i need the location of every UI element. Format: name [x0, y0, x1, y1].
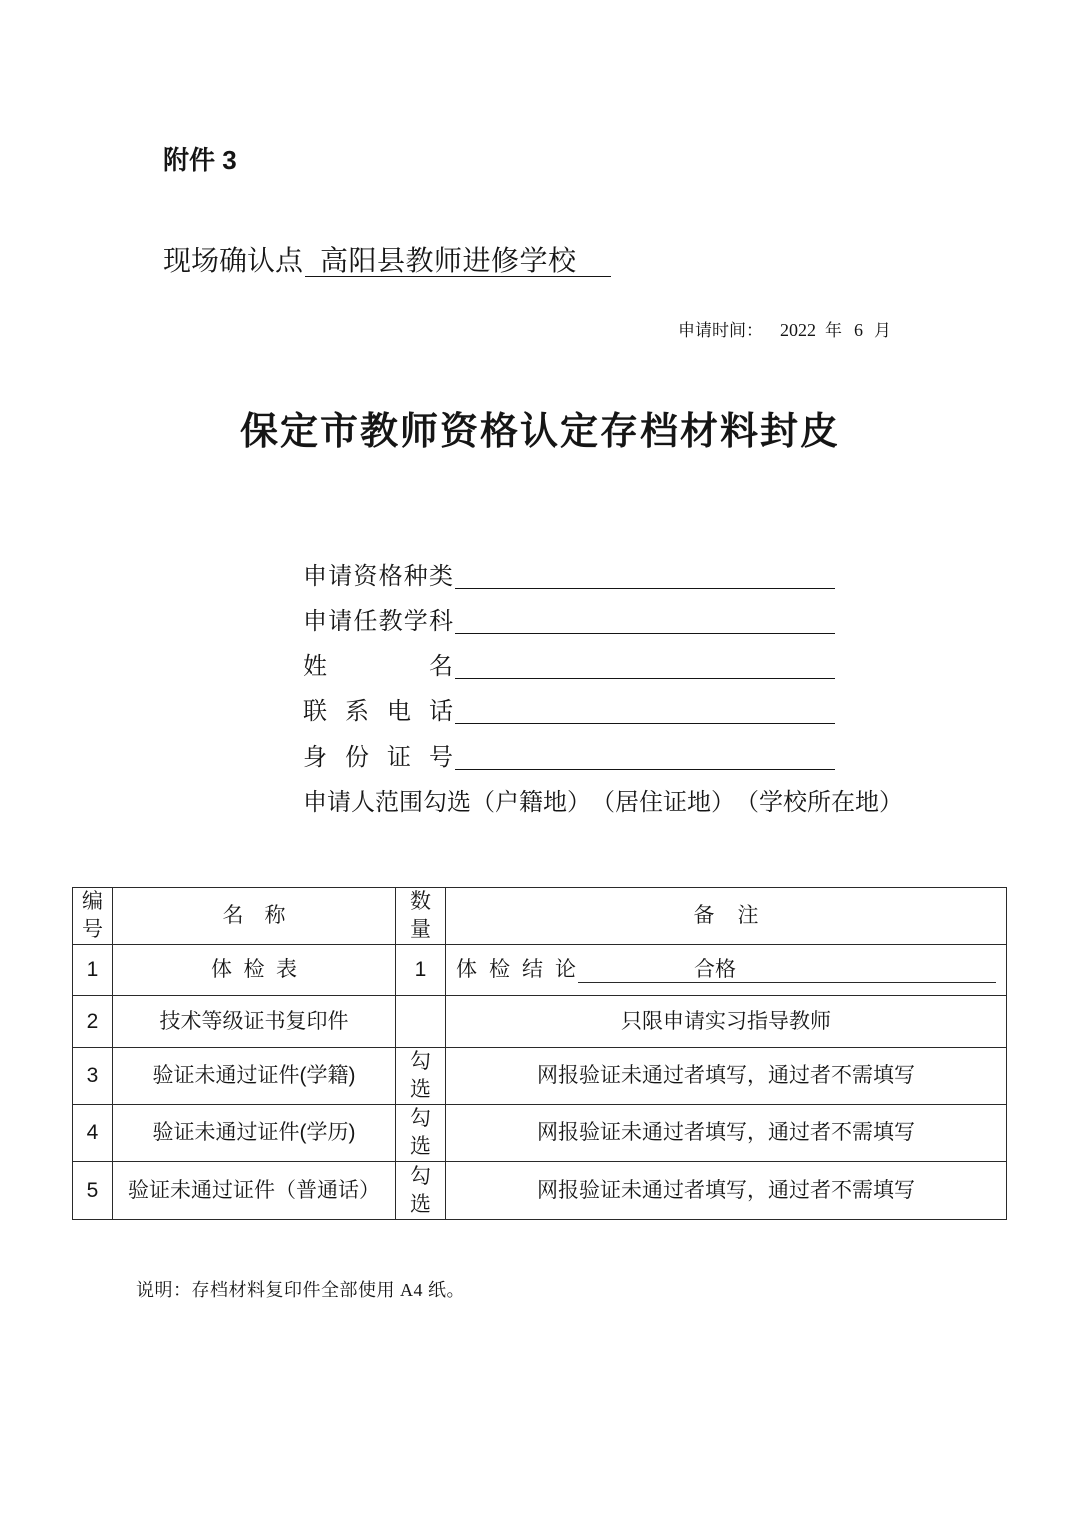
applicant-scope — [303, 780, 903, 825]
table-row — [73, 945, 1007, 996]
row-number: 5 — [86, 1178, 99, 1202]
header-name-cell — [113, 888, 396, 945]
row-qty: 勾选 — [410, 1164, 431, 1216]
row-name: 技术等级证书复印件 — [159, 1009, 349, 1033]
application-date-label: 申请时间： — [678, 321, 763, 340]
row-qty: 勾选 — [410, 1050, 431, 1101]
field-label: 申请资格种类 — [303, 563, 453, 590]
id-number-blank[interactable] — [455, 735, 835, 770]
name-blank[interactable] — [455, 644, 835, 679]
scope-option-household[interactable]: （户籍地） — [471, 789, 591, 816]
row-qty: 1 — [414, 958, 427, 981]
application-year: 2022 — [780, 320, 816, 340]
row-number-cell — [73, 945, 113, 996]
application-date — [678, 318, 891, 343]
row-qty-cell — [396, 996, 446, 1048]
header-name: 名 称 — [222, 904, 286, 928]
row-number: 2 — [86, 1009, 99, 1033]
row-number: 3 — [86, 1064, 99, 1087]
footnote: 说明：存档材料复印件全部使用 A4 纸。 — [136, 1280, 465, 1300]
phone-blank[interactable] — [455, 689, 835, 724]
application-year-unit: 年 — [825, 321, 842, 340]
row-number-cell — [73, 1105, 113, 1162]
field-label: 身 份 证 号 — [303, 744, 453, 771]
row-name: 验证未通过证件（普通话） — [128, 1178, 380, 1202]
field-phone — [303, 689, 843, 734]
field-id-number — [303, 735, 843, 780]
row-note-cell — [446, 996, 1007, 1048]
row-name-cell — [113, 945, 396, 996]
row-note-cell — [446, 1048, 1007, 1105]
row-number: 1 — [86, 958, 99, 981]
header-no-cell — [73, 888, 113, 945]
header-no: 编号 — [82, 890, 103, 941]
field-label: 联 系 电 话 — [303, 698, 453, 725]
exam-conclusion-label: 体 检 结 论 — [456, 958, 576, 981]
field-qualification-type — [303, 554, 843, 599]
row-note-cell — [446, 1105, 1007, 1162]
row-name-cell — [113, 1048, 396, 1105]
row-number-cell — [73, 1162, 113, 1220]
exam-conclusion-field[interactable] — [578, 957, 996, 983]
teaching-subject-blank[interactable] — [455, 599, 835, 634]
confirm-point-line — [163, 246, 611, 277]
applicant-scope-label: 申请人范围勾选 — [303, 789, 471, 816]
qualification-type-blank[interactable] — [455, 554, 835, 589]
field-label: 姓 名 — [303, 653, 453, 680]
page-title: 保定市教师资格认定存档材料封皮 — [239, 411, 840, 453]
scope-option-residence-permit[interactable]: （居住证地） — [591, 789, 735, 816]
row-name: 验证未通过证件(学历) — [152, 1121, 356, 1144]
table-row — [73, 996, 1007, 1048]
exam-conclusion-line — [446, 957, 1006, 983]
row-qty-cell[interactable] — [396, 1048, 446, 1105]
application-month-unit: 月 — [874, 321, 891, 340]
table-header-row — [73, 888, 1007, 945]
row-note: 网报验证未通过者填写，通过者不需填写 — [537, 1064, 915, 1087]
exam-conclusion-value: 合格 — [694, 958, 736, 981]
row-name-cell — [113, 996, 396, 1048]
table-row — [73, 1105, 1007, 1162]
scope-option-school-location[interactable]: （学校所在地） — [735, 789, 903, 816]
row-note: 网报验证未通过者填写，通过者不需填写 — [537, 1178, 915, 1202]
header-qty: 数量 — [410, 890, 431, 941]
table-row — [73, 1048, 1007, 1105]
materials-table — [72, 887, 1007, 1220]
header-qty-cell — [396, 888, 446, 945]
row-name-cell — [113, 1162, 396, 1220]
field-label: 申请任教学科 — [303, 608, 453, 635]
header-note: 备 注 — [693, 904, 759, 928]
field-name — [303, 644, 843, 689]
row-name: 验证未通过证件(学籍) — [152, 1064, 356, 1087]
confirm-point-field[interactable]: 高阳县教师进修学校 — [305, 246, 611, 277]
table-row — [73, 1162, 1007, 1220]
row-qty-cell[interactable] — [396, 1105, 446, 1162]
attachment-label: 附件 3 — [163, 145, 237, 175]
row-number-cell — [73, 1048, 113, 1105]
confirm-point-label: 现场确认点 — [163, 245, 304, 276]
row-note: 只限申请实习指导教师 — [621, 1009, 831, 1033]
row-number: 4 — [86, 1121, 99, 1144]
row-qty-cell[interactable] — [396, 1162, 446, 1220]
row-qty-cell — [396, 945, 446, 996]
row-number-cell — [73, 996, 113, 1048]
row-name: 体 检 表 — [211, 958, 297, 982]
row-qty: 勾选 — [410, 1107, 431, 1158]
row-note-cell — [446, 945, 1007, 996]
header-note-cell — [446, 888, 1007, 945]
field-teaching-subject — [303, 599, 843, 644]
row-name-cell — [113, 1105, 396, 1162]
row-note-cell — [446, 1162, 1007, 1220]
application-month: 6 — [854, 320, 863, 340]
row-note: 网报验证未通过者填写，通过者不需填写 — [537, 1121, 915, 1144]
